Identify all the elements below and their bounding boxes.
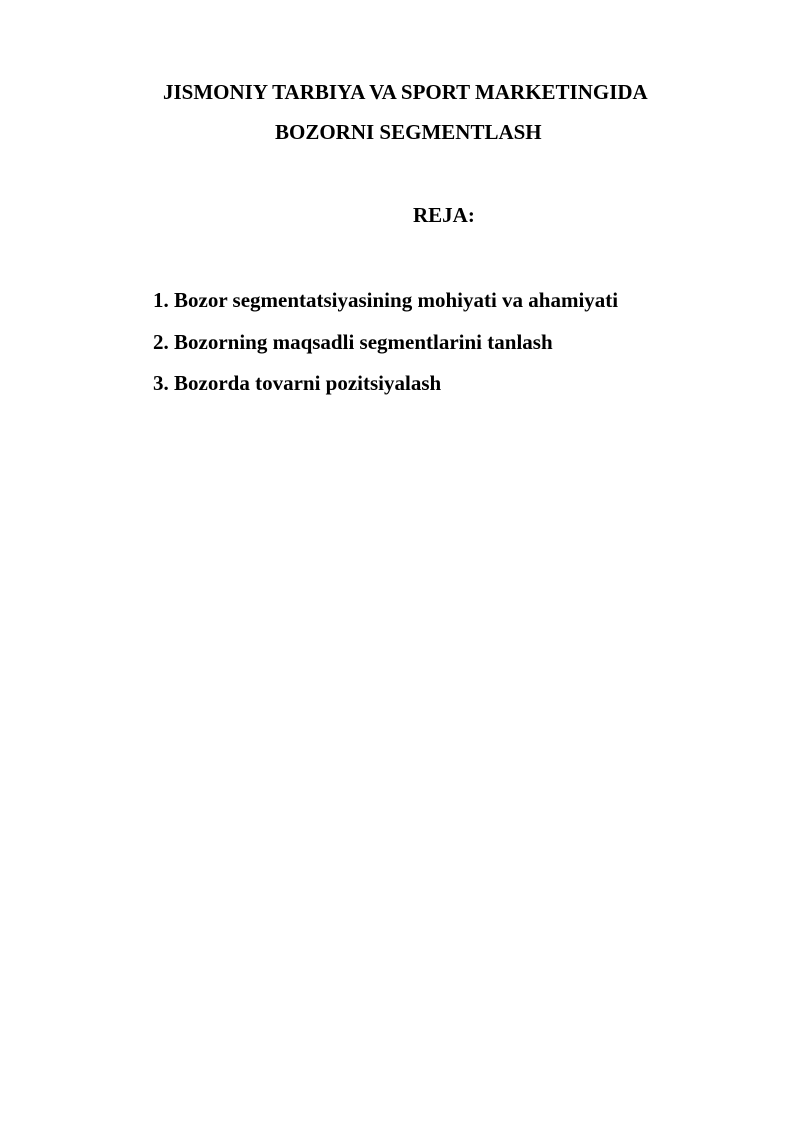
document-title-line-1: JISMONIY TARBIYA VA SPORT MARKETINGIDA [163,80,648,104]
document-title-line-2: BOZORNI SEGMENTLASH [275,120,542,144]
plan-item-1: 1. Bozor segmentatsiyasining mohiyati va ahamiyati [153,288,619,312]
plan-list [153,286,618,411]
plan-heading: REJA: [413,203,475,227]
plan-item-2: 2. Bozorning maqsadli segmentlarini tanlash [153,329,553,354]
plan-item-3: 3. Bozorda tovarni pozitsiyalash [153,371,442,395]
